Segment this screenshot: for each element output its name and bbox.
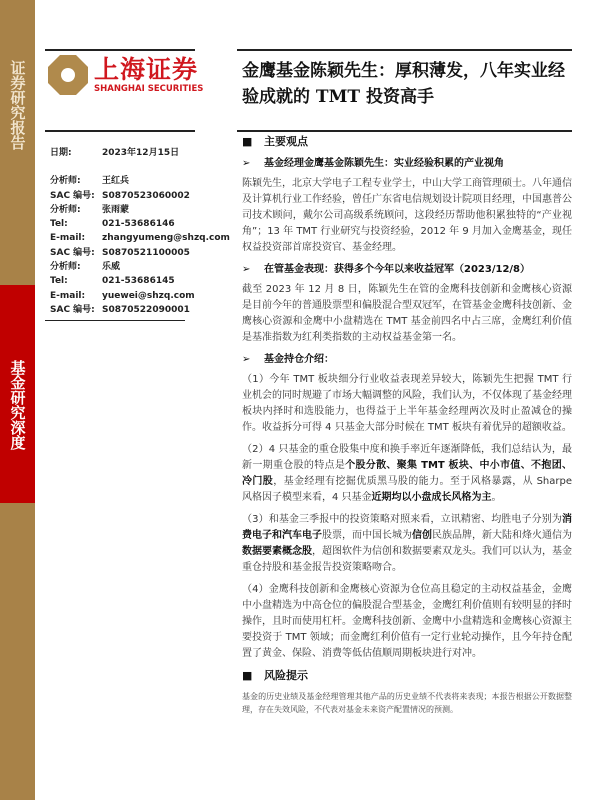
sidebar-category	[0, 285, 35, 503]
sidebar-report-type	[0, 0, 35, 285]
meta-label: 日期:	[50, 148, 72, 158]
meta-label: 分析师:	[50, 204, 81, 215]
meta-label: SAC 编号:	[50, 190, 95, 201]
divider	[237, 49, 572, 51]
report-body	[242, 134, 572, 722]
meta-value: 021-53686146	[102, 219, 175, 230]
divider	[237, 130, 572, 132]
square-bullet-icon: ■	[242, 669, 253, 682]
meta-row	[50, 246, 230, 260]
meta-label: E-mail:	[50, 290, 86, 301]
paragraph: （1）今年 TMT 板块细分行业收益表现差异较大，陈颖先生把握 TMT 行业机会的同时规避了市场大幅调整的风险，我们认为，不仅体现了基金经理板块内择时和选股能力，也得益于上半年基金经理两次及时止盈减仓的操作。收益拆分可得 4 只基金大部分时候在 TMT 板块有着优异的超额收益。	[242, 374, 572, 433]
paragraph: （2）4 只基金的重仓股集中度和换手率近年逐渐降低，我们总结认为，最新一期重仓股的特点是个股分散、聚集 TMT 板块、中小市值、不抱团、冷门股，基金经理有挖掘优质黑马股的能力。至于风格暴露，从 Sharpe 风格因子模型来看，4 只基金近期均以小盘成长风格为主。	[242, 444, 573, 503]
divider	[45, 49, 195, 51]
square-bullet-icon: ■	[242, 135, 253, 148]
sidebar-label: 基金研究深度	[8, 360, 27, 450]
paragraph: 陈颖先生，北京大学电子工程专业学士，中山大学工商管理硕士。八年通信及计算机行业工作经验，曾任广东省电信规划设计院项目经理，中国惠普公司技术顾问，戴尔公司高级系统顾问，这段经历帮助他积累独特的“产业视角”；13 年 TMT 行业研究与投资经验，2012 年 9 月加入金鹰基金，现任权益投资部首席投资官、基金经理。	[242, 178, 572, 253]
meta-label: Tel:	[50, 219, 68, 230]
sidebar-label: 证券研究报告	[8, 60, 27, 150]
meta-label: 分析师:	[50, 262, 81, 273]
meta-value: 乐威	[102, 262, 121, 273]
arrow-bullet-icon: ➢	[242, 264, 251, 275]
meta-row	[50, 289, 230, 303]
meta-value: S0870521100005	[102, 247, 190, 258]
meta-label: 分析师:	[50, 176, 81, 187]
divider	[45, 130, 195, 132]
meta-label: E-mail:	[50, 233, 86, 244]
meta-label: SAC 编号:	[50, 304, 95, 315]
meta-value: S0870522090001	[102, 304, 190, 315]
meta-row	[50, 174, 230, 188]
subheading: ➢ 基金经理金鹰基金陈颖先生：实业经验积累的产业视角	[242, 156, 572, 172]
report-title: 金鹰基金陈颖先生：厚积薄发，八年实业经验成就的 TMT 投资高手	[242, 61, 565, 107]
meta-row	[50, 217, 230, 231]
company-logo	[48, 55, 203, 95]
meta-value: 021-53686145	[102, 276, 175, 287]
meta-value: 张雨蒙	[102, 204, 130, 215]
paragraph: （4）金鹰科技创新和金鹰核心资源为仓位高且稳定的主动权益基金，金鹰中小盘精选为中高仓位的偏股混合型基金，金鹰红利价值则有较明显的择时操作，且时而使用杠杆。金鹰科技创新、金鹰中小盘精选和金鹰核心资源主要投资于 TMT 领域；而金鹰红利价值有一定行业轮动操作，且今年持仓配置了黄金、保险、消费等低估值顺周期板块进行对冲。	[242, 584, 572, 659]
meta-row	[50, 274, 230, 288]
section-heading: ■ 主要观点	[242, 135, 308, 148]
section-heading: ■ 风险提示	[242, 669, 308, 682]
meta-row	[50, 189, 230, 203]
arrow-bullet-icon: ➢	[242, 158, 251, 169]
meta-label: Tel:	[50, 276, 68, 287]
meta-value: S0870523060002	[102, 190, 190, 201]
analyst-info	[50, 146, 230, 317]
meta-value: 王红兵	[102, 176, 130, 187]
meta-row	[50, 231, 230, 245]
meta-row	[50, 160, 230, 174]
subheading: ➢ 在管基金表现：获得多个今年以来收益冠军（2023/12/8）	[242, 262, 572, 278]
subheading: ➢ 基金持仓介绍：	[242, 352, 572, 368]
logo-emblem-icon	[48, 55, 88, 95]
meta-row	[50, 146, 230, 160]
meta-row	[50, 260, 230, 274]
meta-label	[50, 160, 102, 174]
paragraph: 截至 2023 年 12 月 8 日，陈颖先生在管的金鹰科技创新和金鹰核心资源是目前今年的普通股票型和偏股混合型双冠军，在管基金金鹰科技创新、金鹰核心资源和金鹰中小盘精选在 TMT 基金前四名中占三席，金鹰红利价值是基准指数为红利类指数的主动权益基金第一名。	[242, 284, 572, 343]
divider	[45, 320, 185, 321]
risk-text: 基金的历史业绩及基金经理管理其他产品的历史业绩不代表将来表现；本报告根据公开数据整理，存在失效风险，不代表对基金未来资产配置情况的预测。	[242, 692, 572, 714]
meta-value: yuewei@shzq.com	[102, 290, 195, 301]
meta-value: 2023年12月15日	[102, 148, 180, 158]
meta-label: SAC 编号:	[50, 247, 95, 258]
meta-value: zhangyumeng@shzq.com	[102, 233, 230, 244]
arrow-bullet-icon: ➢	[242, 354, 251, 365]
logo-en: SHANGHAI SECURITIES	[94, 84, 204, 94]
sidebar-filler	[0, 503, 35, 800]
paragraph: （3）和基金三季报中的投资策略对照来看，立讯精密、均胜电子分别为消费电子和汽车电子股票，而中国长城为信创民族品牌，新大陆和烽火通信为数据要素概念股，超图软件为信创和数据要素双龙头。我们可以认为，基金重仓持股和基金报告投资策略吻合。	[242, 514, 572, 573]
meta-row	[50, 303, 230, 317]
logo-cn: 上海证券	[94, 55, 199, 84]
meta-row	[50, 203, 230, 217]
